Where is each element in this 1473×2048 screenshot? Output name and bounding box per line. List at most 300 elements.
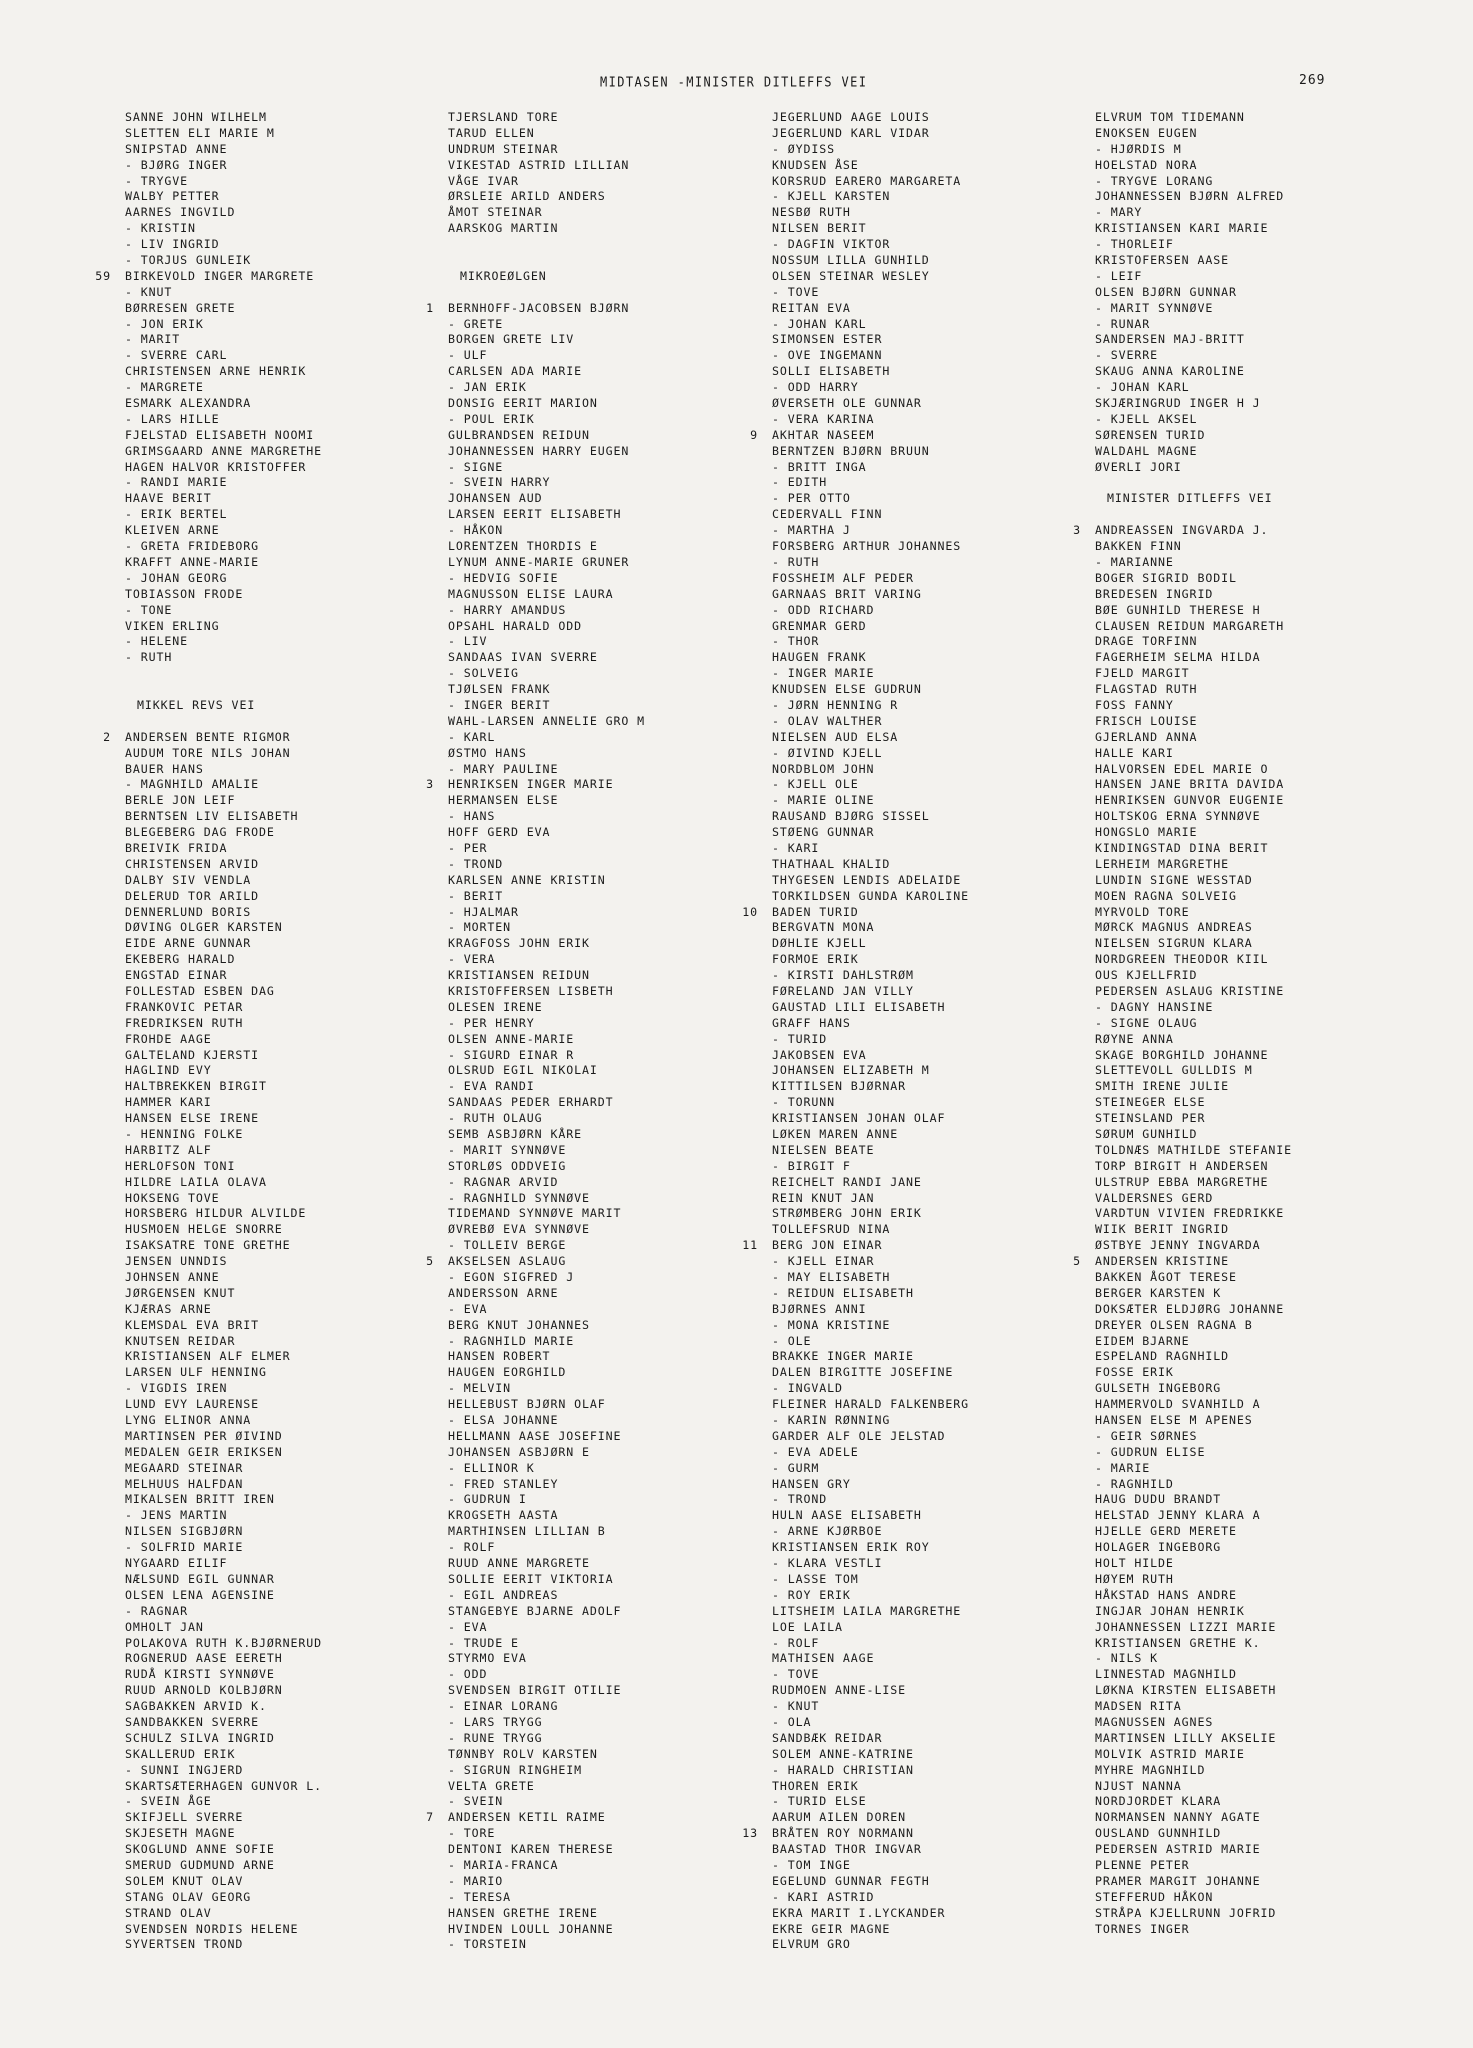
resident-entry: [125, 1492, 322, 1508]
resident-entry: [772, 1063, 969, 1079]
resident-entry: [1095, 1604, 1292, 1620]
resident-entry: [1095, 1191, 1292, 1207]
resident-name: - VERA KARINA: [772, 411, 875, 426]
resident-entry: [772, 793, 969, 809]
resident-name: BORGEN GRETE LIV: [448, 332, 575, 347]
resident-entry: [1095, 841, 1292, 857]
resident-entry: [772, 1381, 969, 1397]
resident-entry: [1095, 698, 1292, 714]
resident-name: OUS KJELLFRID: [1095, 968, 1198, 983]
resident-entry: [772, 714, 969, 730]
resident-entry: [448, 1365, 645, 1381]
resident-name: PLENNE PETER: [1095, 1857, 1190, 1872]
resident-name: - JAN ERIK: [448, 380, 527, 395]
resident-name: DENNERLUND BORIS: [125, 904, 252, 919]
resident-name: NESBØ RUTH: [772, 205, 851, 220]
resident-name: RAUSAND BJØRG SISSEL: [772, 809, 930, 824]
resident-name: ØSTMO HANS: [448, 745, 527, 760]
resident-entry: [772, 332, 969, 348]
resident-name: DREYER OLSEN RAGNA B: [1095, 1317, 1253, 1332]
resident-entry: [448, 825, 645, 841]
resident-name: BREDESEN INGRID: [1095, 586, 1214, 601]
resident-entry: [772, 380, 969, 396]
resident-name: BRAKKE INGER MARIE: [772, 1349, 914, 1364]
resident-name: SLETTEVOLL GULLDIS M: [1095, 1063, 1253, 1078]
resident-name: WAHL-LARSEN ANNELIE GRO M: [448, 713, 646, 728]
resident-entry: [125, 666, 322, 682]
resident-name: STEINSLAND PER: [1095, 1111, 1206, 1126]
resident-name: HOLAGER INGEBORG: [1095, 1540, 1222, 1555]
resident-entry: [448, 1937, 645, 1953]
resident-name: - KNUT: [125, 284, 173, 299]
resident-name: - MARIANNE: [1095, 554, 1174, 569]
resident-entry: [1095, 1874, 1292, 1890]
resident-entry: [772, 936, 969, 952]
resident-entry: [772, 1016, 969, 1032]
resident-name: DØHLIE KJELL: [772, 936, 867, 951]
resident-name: CHRISTENSEN ARVID: [125, 856, 259, 871]
resident-name: VELTA GRETE: [448, 1778, 535, 1793]
resident-entry: [1095, 221, 1292, 237]
resident-name: HOFF GERD EVA: [448, 825, 551, 840]
resident-name: HONGSLO MARIE: [1095, 825, 1198, 840]
resident-name: SOLLI ELISABETH: [772, 364, 891, 379]
resident-name: NORDBLOM JOHN: [772, 761, 875, 776]
resident-entry: [1095, 634, 1292, 650]
resident-name: MARTINSEN PER ØIVIND: [125, 1428, 283, 1443]
resident-entry: [1095, 1222, 1292, 1238]
resident-name: PEDERSEN ASLAUG KRISTINE: [1095, 983, 1285, 998]
resident-entry: [1095, 1715, 1292, 1731]
resident-name: NILSEN SIGBJØRN: [125, 1524, 244, 1539]
resident-entry: [125, 1334, 322, 1350]
resident-name: BERLE JON LEIF: [125, 793, 236, 808]
resident-entry: [125, 1779, 322, 1795]
resident-name: - OLE: [772, 1333, 812, 1348]
resident-entry: [772, 1048, 969, 1064]
resident-entry: [1095, 1779, 1292, 1795]
resident-entry: [448, 1302, 645, 1318]
resident-entry: [448, 1779, 645, 1795]
resident-name: - GUDRUN I: [448, 1492, 527, 1507]
resident-name: - HANS: [448, 809, 496, 824]
resident-entry: [448, 698, 645, 714]
resident-name: - KARI ASTRID: [772, 1889, 875, 1904]
resident-entry: [772, 253, 969, 269]
resident-name: LØKNA KIRSTEN ELISABETH: [1095, 1683, 1277, 1698]
resident-name: NORDGREEN THEODOR KIIL: [1095, 952, 1269, 967]
resident-name: EIDE ARNE GUNNAR: [125, 936, 252, 951]
resident-name: RUUD ARNOLD KOLBJØRN: [125, 1683, 283, 1698]
resident-entry: [125, 762, 322, 778]
resident-name: - SVERRE: [1095, 348, 1159, 363]
resident-entry: [95, 268, 322, 285]
resident-name: - TROND: [772, 1492, 828, 1507]
resident-entry: [772, 1413, 969, 1429]
house-number: 3: [426, 777, 434, 792]
resident-entry: [1095, 714, 1292, 730]
resident-name: BERNHOFF-JACOBSEN BJØRN: [448, 300, 630, 315]
resident-name: NYGAARD EILIF: [125, 1556, 228, 1571]
resident-entry: [772, 126, 969, 142]
house-number: 7: [426, 1810, 434, 1825]
resident-entry: [125, 1048, 322, 1064]
resident-entry: [448, 364, 645, 380]
resident-name: KRISTIANSEN REIDUN: [448, 968, 590, 983]
resident-entry: [448, 555, 645, 571]
resident-name: SAGBAKKEN ARVID K.: [125, 1699, 267, 1714]
resident-name: SANDBÆK REIDAR: [772, 1730, 883, 1745]
resident-entry: [1095, 682, 1292, 698]
resident-name: - OVE INGEMANN: [772, 348, 883, 363]
resident-entry: [772, 1445, 969, 1461]
resident-name: - KJELL KARSTEN: [772, 189, 891, 204]
resident-entry: [448, 587, 645, 603]
resident-entry: [1095, 1572, 1292, 1588]
resident-name: BREIVIK FRIDA: [125, 840, 228, 855]
resident-entry: [772, 1365, 969, 1381]
resident-entry: [772, 1477, 969, 1493]
resident-entry: [448, 221, 645, 237]
resident-entry: [772, 968, 969, 984]
resident-name: - TORE: [448, 1826, 496, 1841]
resident-entry: [125, 650, 322, 666]
resident-name: - LIV INGRID: [125, 237, 220, 252]
resident-name: ESMARK ALEXANDRA: [125, 396, 252, 411]
resident-entry: [742, 1238, 969, 1254]
resident-entry: [448, 1731, 645, 1747]
resident-entry: [125, 1620, 322, 1636]
resident-name: - TURID ELSE: [772, 1794, 867, 1809]
resident-name: - RAGNAR: [125, 1603, 189, 1618]
resident-entry: [772, 619, 969, 635]
resident-entry: [448, 1000, 645, 1016]
resident-entry: [1095, 777, 1292, 793]
resident-entry: [772, 523, 969, 539]
resident-entry: [448, 571, 645, 587]
resident-entry: [1095, 968, 1292, 984]
resident-name: BERGER KARSTEN K: [1095, 1285, 1222, 1300]
resident-entry: [125, 1842, 322, 1858]
resident-entry: [772, 110, 969, 126]
resident-name: SANNE JOHN WILHELM: [125, 110, 267, 124]
street-heading: MIKROEØLGEN: [460, 268, 547, 283]
resident-name: - KARI: [772, 840, 820, 855]
resident-name: - RUNAR: [1095, 316, 1151, 331]
resident-entry: [1095, 475, 1292, 491]
resident-name: VALDERSNES GERD: [1095, 1190, 1214, 1205]
resident-name: - EINAR LORANG: [448, 1699, 559, 1714]
resident-entry: [772, 364, 969, 380]
resident-name: HERMANSEN ELSE: [448, 793, 559, 808]
resident-name: JOHANSEN AUD: [448, 491, 543, 506]
resident-name: - HJALMAR: [448, 904, 519, 919]
resident-entry: [125, 1906, 322, 1922]
resident-name: ENOKSEN EUGEN: [1095, 125, 1198, 140]
resident-entry: [125, 571, 322, 587]
resident-name: HELLEBUST BJØRN OLAF: [448, 1397, 606, 1412]
house-number: 5: [1073, 1254, 1081, 1269]
resident-entry: [125, 1302, 322, 1318]
resident-name: - MAGNHILD AMALIE: [125, 777, 259, 792]
resident-entry: [772, 873, 969, 889]
resident-entry: [1095, 205, 1292, 221]
resident-name: BAKKEN FINN: [1095, 539, 1182, 554]
resident-entry: [448, 1524, 645, 1540]
resident-name: - GRETA FRIDEBORG: [125, 539, 259, 554]
resident-name: STRAND OLAV: [125, 1905, 212, 1920]
resident-name: - MAY ELISABETH: [772, 1270, 891, 1285]
resident-entry: [772, 1524, 969, 1540]
resident-entry: [772, 1349, 969, 1365]
resident-entry: [448, 491, 645, 507]
resident-name: - THORLEIF: [1095, 237, 1174, 252]
resident-entry: [772, 1699, 969, 1715]
resident-name: SVENDSEN BIRGIT OTILIE: [448, 1683, 622, 1698]
resident-entry: [448, 396, 645, 412]
resident-name: KROGSETH AASTA: [448, 1508, 559, 1523]
resident-name: - LIV: [448, 634, 488, 649]
resident-name: - DAGNY HANSINE: [1095, 999, 1214, 1014]
resident-entry: [1073, 523, 1292, 539]
column-1: [95, 110, 323, 1953]
resident-name: SIMONSEN ESTER: [772, 332, 883, 347]
resident-entry: [1095, 555, 1292, 571]
resident-entry: [772, 444, 969, 460]
resident-entry: [772, 1000, 969, 1016]
resident-name: AARSKOG MARTIN: [448, 221, 559, 236]
resident-entry: [448, 666, 645, 682]
resident-name: HUSMOEN HELGE SNORRE: [125, 1222, 283, 1237]
resident-entry: [1095, 1922, 1292, 1938]
resident-entry: [448, 714, 645, 730]
resident-name: ANDERSSON ARNE: [448, 1285, 559, 1300]
resident-entry: [1095, 1620, 1292, 1636]
resident-entry: [125, 1016, 322, 1032]
resident-entry: [125, 428, 322, 444]
resident-entry: [1095, 1826, 1292, 1842]
resident-entry: [1095, 1683, 1292, 1699]
resident-name: GALTELAND KJERSTI: [125, 1047, 259, 1062]
resident-name: JOHANNESSEN HARRY EUGEN: [448, 443, 630, 458]
resident-entry: [1095, 1508, 1292, 1524]
resident-name: GULBRANDSEN REIDUN: [448, 427, 590, 442]
resident-entry: [772, 746, 969, 762]
resident-entry: [125, 142, 322, 158]
resident-entry: [1095, 920, 1292, 936]
resident-name: FJELSTAD ELISABETH NOOMI: [125, 427, 315, 442]
resident-name: SKOGLUND ANNE SOFIE: [125, 1842, 275, 1857]
resident-name: - OLAV WALTHER: [772, 713, 883, 728]
resident-entry: [125, 539, 322, 555]
resident-name: HAAVE BERIT: [125, 491, 212, 506]
resident-entry: [426, 300, 645, 317]
resident-name: SYVERTSEN TROND: [125, 1937, 244, 1952]
resident-entry: [772, 682, 969, 698]
resident-name: SKALLERUD ERIK: [125, 1746, 236, 1761]
resident-entry: [772, 1651, 969, 1667]
resident-name: HENRIKSEN INGER MARIE: [448, 777, 614, 792]
resident-name: JOHNSEN ANNE: [125, 1270, 220, 1285]
resident-name: JOHANNESSEN BJØRN ALFRED: [1095, 189, 1285, 204]
resident-name: - INGER MARIE: [772, 666, 875, 681]
resident-entry: [772, 650, 969, 666]
resident-name: - RANDI MARIE: [125, 475, 228, 490]
resident-entry: [448, 1620, 645, 1636]
resident-entry: [448, 1238, 645, 1254]
resident-entry: [125, 380, 322, 396]
resident-name: - GEIR SØRNES: [1095, 1428, 1198, 1443]
resident-name: ØVERLI JORI: [1095, 459, 1182, 474]
resident-entry: [750, 427, 969, 444]
resident-name: - ØYDISS: [772, 141, 836, 156]
resident-entry: [448, 809, 645, 825]
resident-name: ØVERSETH OLE GUNNAR: [772, 396, 922, 411]
resident-name: THOREN ERIK: [772, 1778, 859, 1793]
resident-name: FOLLESTAD ESBEN DAG: [125, 983, 275, 998]
resident-entry: [772, 603, 969, 619]
resident-name: STØENG GUNNAR: [772, 825, 875, 840]
resident-name: EIDEM BJARNE: [1095, 1333, 1190, 1348]
resident-name: JØRGENSEN KNUT: [125, 1285, 236, 1300]
resident-name: VIKEN ERLING: [125, 618, 220, 633]
resident-name: GJERLAND ANNA: [1095, 729, 1198, 744]
resident-name: KRISTOFFERSEN LISBETH: [448, 983, 614, 998]
resident-name: - MELVIN: [448, 1381, 512, 1396]
resident-entry: [1095, 348, 1292, 364]
resident-entry: [772, 1461, 969, 1477]
resident-entry: [448, 603, 645, 619]
resident-name: RØYNE ANNA: [1095, 1031, 1174, 1046]
resident-entry: [125, 348, 322, 364]
resident-entry: [448, 285, 645, 301]
resident-entry: [125, 920, 322, 936]
resident-name: BERNTSEN LIV ELISABETH: [125, 809, 299, 824]
resident-name: - VIGDIS IREN: [125, 1381, 228, 1396]
resident-entry: [772, 1620, 969, 1636]
resident-entry: [448, 1492, 645, 1508]
resident-entry: [1095, 1842, 1292, 1858]
resident-name: - SVEIN: [448, 1794, 504, 1809]
resident-name: TORP BIRGIT H ANDERSEN: [1095, 1158, 1269, 1173]
resident-name: KRISTIANSEN KARI MARIE: [1095, 221, 1269, 236]
resident-entry: [448, 1270, 645, 1286]
resident-entry: [1095, 428, 1292, 444]
resident-name: - RAGNAR ARVID: [448, 1174, 559, 1189]
resident-name: VÅGE IVAR: [448, 173, 519, 188]
resident-name: BØE GUNHILD THERESE H: [1095, 602, 1261, 617]
resident-name: - EVA RANDI: [448, 1079, 535, 1094]
resident-name: - RUTH: [772, 554, 820, 569]
resident-entry: [1095, 1794, 1292, 1810]
resident-entry: [772, 1842, 969, 1858]
resident-name: NOSSUM LILLA GUNHILD: [772, 253, 930, 268]
resident-name: LARSEN ULF HENNING: [125, 1365, 267, 1380]
resident-name: STRØMBERG JOHN ERIK: [772, 1206, 922, 1221]
resident-entry: [125, 1143, 322, 1159]
resident-entry: [125, 1222, 322, 1238]
resident-entry: [772, 1763, 969, 1779]
resident-name: - MARTHA J: [772, 523, 851, 538]
resident-entry: [125, 332, 322, 348]
resident-name: - RAGNHILD MARIE: [448, 1333, 575, 1348]
resident-name: STANGEBYE BJARNE ADOLF: [448, 1603, 622, 1618]
resident-entry: [1095, 269, 1292, 285]
resident-entry: [742, 904, 969, 921]
resident-entry: [448, 1508, 645, 1524]
resident-name: - SUNNI INGJERD: [125, 1762, 244, 1777]
resident-entry: [125, 1540, 322, 1556]
resident-name: - ROY ERIK: [772, 1587, 851, 1602]
resident-entry: [772, 698, 969, 714]
resident-name: REIN KNUT JAN: [772, 1190, 875, 1205]
resident-entry: [772, 1429, 969, 1445]
resident-entry: [125, 253, 322, 269]
resident-name: WALDAHL MAGNE: [1095, 443, 1198, 458]
resident-entry: [125, 1715, 322, 1731]
resident-entry: [448, 1048, 645, 1064]
resident-entry: [125, 110, 322, 126]
resident-name: KARLSEN ANNE KRISTIN: [448, 872, 606, 887]
resident-entry: [1095, 762, 1292, 778]
resident-entry: [1095, 984, 1292, 1000]
resident-entry: [448, 1381, 645, 1397]
resident-name: - KRISTIN: [125, 221, 196, 236]
resident-name: HAUGEN FRANK: [772, 650, 867, 665]
resident-name: BAKKEN ÅGOT TERESE: [1095, 1270, 1237, 1285]
resident-entry: [772, 1683, 969, 1699]
resident-entry: [1095, 364, 1292, 380]
resident-entry: [125, 1000, 322, 1016]
resident-entry: [1095, 1302, 1292, 1318]
resident-name: HAGLIND EVY: [125, 1063, 212, 1078]
resident-entry: [1095, 587, 1292, 603]
resident-name: VIKESTAD ASTRID LILLIAN: [448, 157, 630, 172]
resident-name: LYNG ELINOR ANNA: [125, 1413, 252, 1428]
resident-name: SANDERSEN MAJ-BRITT: [1095, 332, 1245, 347]
resident-entry: [1095, 1731, 1292, 1747]
resident-entry: [125, 412, 322, 428]
resident-entry: [448, 317, 645, 333]
resident-name: JEGERLUND AAGE LOUIS: [772, 110, 930, 124]
resident-entry: [772, 1032, 969, 1048]
page-header: MIDTASEN -MINISTER DITLEFFS VEI: [600, 74, 868, 90]
resident-entry: [448, 539, 645, 555]
resident-entry: [448, 793, 645, 809]
resident-name: - JON ERIK: [125, 316, 204, 331]
resident-name: SMERUD GUDMUND ARNE: [125, 1857, 275, 1872]
resident-name: LINNESTAD MAGNHILD: [1095, 1667, 1237, 1682]
resident-entry: [448, 1143, 645, 1159]
resident-entry: [1095, 1063, 1292, 1079]
resident-entry: [125, 507, 322, 523]
resident-name: FOSSHEIM ALF PEDER: [772, 570, 914, 585]
resident-entry: [125, 825, 322, 841]
resident-entry: [1095, 825, 1292, 841]
resident-entry: [125, 746, 322, 762]
resident-name: JENSEN UNNDIS: [125, 1254, 228, 1269]
resident-entry: [772, 174, 969, 190]
resident-name: - KJELL EINAR: [772, 1254, 875, 1269]
house-number: 3: [1073, 523, 1081, 538]
resident-name: SANDAAS IVAN SVERRE: [448, 650, 598, 665]
resident-name: ÅMOT STEINAR: [448, 205, 543, 220]
resident-name: BERNTZEN BJØRN BRUUN: [772, 443, 930, 458]
resident-name: TOBIASSON FRODE: [125, 586, 244, 601]
resident-name: ULSTRUP EBBA MARGRETHE: [1095, 1174, 1269, 1189]
resident-name: JOHANNESSEN LIZZI MARIE: [1095, 1619, 1277, 1634]
resident-entry: [448, 873, 645, 889]
